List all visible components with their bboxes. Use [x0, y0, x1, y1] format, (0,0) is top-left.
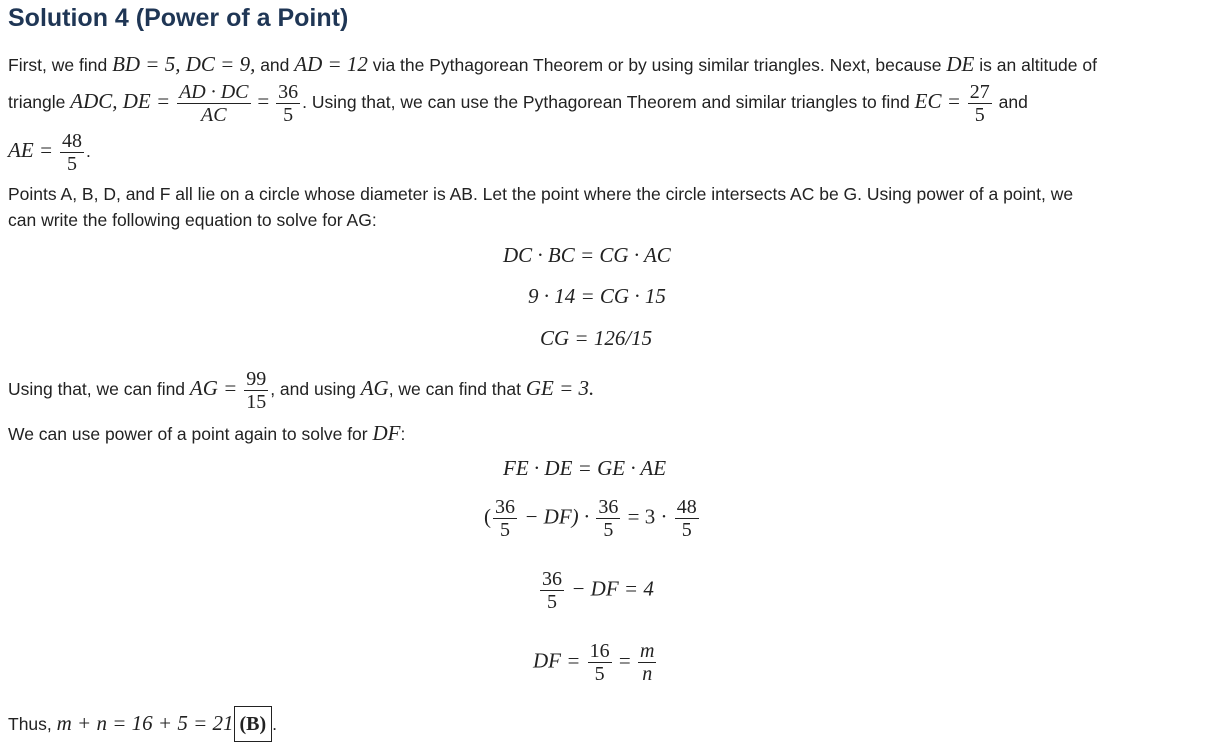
numerator: 16 [589, 640, 610, 662]
equation-text: DF = [533, 648, 581, 673]
fraction-48-5 [60, 130, 84, 175]
text: . Using that, we can use the Pythagorean Theorem and similar triangles to find [302, 92, 915, 112]
paren: ( [484, 504, 491, 529]
denominator: 5 [681, 519, 692, 541]
denominator: AC [201, 103, 227, 126]
numerator: 99 [246, 367, 267, 390]
math-ae: AE = [8, 138, 54, 162]
math-ad: AD = 12 [294, 52, 368, 76]
numerator: 36 [495, 496, 515, 518]
denominator: 5 [66, 152, 77, 175]
equals: = [257, 89, 270, 113]
fraction-36-5-b [596, 496, 620, 541]
answer-box: (B) [234, 706, 273, 742]
fraction-36-5 [493, 496, 517, 541]
fraction-48-5 [675, 496, 699, 541]
numerator: 36 [542, 568, 562, 590]
math-df: DF [372, 421, 401, 445]
text: is an altitude of [974, 55, 1097, 75]
math-ec: EC = [914, 89, 961, 113]
paragraph-line-4a: Points A, B, D, and F all lie on a circle whose diameter is AB. Let the point where the circle intersects AC be G. Using power of a point, we [8, 184, 1074, 204]
numerator: 27 [969, 80, 990, 103]
text: We can use power of a point again to solve for [8, 424, 373, 444]
denominator: 5 [603, 519, 614, 541]
paragraph-line-4b: can write the following equation to solve for AG: [8, 210, 377, 230]
denominator: 5 [594, 663, 605, 685]
numerator: 36 [598, 496, 619, 518]
fraction-ad-dc-over-ac [177, 81, 250, 126]
text: and [993, 92, 1028, 112]
denominator: 5 [974, 103, 985, 126]
text: , and using [270, 379, 361, 399]
numerator: m [640, 640, 655, 662]
text: . [85, 141, 91, 161]
equation-text: DC · BC = CG · AC [503, 243, 671, 267]
text: via the Pythagorean Theorem or by using similar triangles. Next, because [367, 55, 947, 75]
math-ag: AG = [189, 376, 238, 400]
equation-text: − DF = 4 [571, 576, 654, 601]
denominator: 5 [500, 519, 510, 541]
equation-df-4 [538, 568, 654, 613]
paragraph-line-final [8, 706, 277, 742]
math-sum: m + n = 16 + 5 = 21 [56, 711, 234, 735]
math-ag-2: AG [360, 376, 389, 400]
numerator: 36 [278, 80, 299, 103]
text: , we can find that [388, 379, 526, 399]
denominator: 5 [283, 103, 294, 126]
equation-cg [540, 326, 652, 351]
math-ge: GE = 3. [525, 376, 595, 400]
equation-df-expanded [484, 496, 701, 541]
text: Thus, [8, 714, 57, 734]
paragraph-line-3 [8, 126, 91, 175]
math-de: DE [946, 52, 975, 76]
text: First, we find [8, 55, 113, 75]
fraction-36-5-c [540, 568, 564, 613]
fraction-m-n [638, 640, 656, 685]
numerator: AD · DC [179, 80, 249, 103]
fraction-36-5 [276, 81, 300, 126]
denominator: 5 [547, 591, 557, 613]
paragraph-line-2 [8, 76, 1028, 127]
solution-title: Solution 4 (Power of a Point) [8, 4, 349, 32]
numerator: 48 [676, 496, 697, 518]
fraction-27-5 [968, 81, 992, 126]
equation-text: = 3 · [627, 504, 668, 529]
equation-text: 9 · 14 = CG · 15 [528, 284, 666, 308]
equation-text: FE · DE = GE · AE [503, 456, 667, 480]
paragraph-line-5 [8, 362, 594, 415]
text: and [255, 55, 295, 75]
denominator: 15 [246, 390, 267, 413]
fraction-99-15 [244, 368, 268, 413]
equation-df-result [533, 640, 658, 685]
paragraph-line-1 [8, 54, 1097, 75]
text: triangle [8, 92, 71, 112]
equation-dc-bc [503, 243, 671, 268]
fraction-16-5 [588, 640, 612, 685]
math-de-expr: ADC, DE = [70, 89, 171, 113]
equation-fe-de [503, 456, 666, 481]
equation-9-14 [528, 284, 666, 309]
paragraph-line-6 [8, 423, 405, 444]
text: : [400, 424, 406, 444]
text: Using that, we can find [8, 379, 190, 399]
equation-text: CG = 126/15 [540, 326, 653, 350]
equals: = [618, 648, 631, 673]
numerator: 48 [61, 129, 82, 152]
denominator: n [642, 663, 653, 685]
math-segments: BD = 5, DC = 9, [112, 52, 256, 76]
equation-text: − DF) · [524, 504, 590, 529]
text: . [272, 714, 278, 734]
